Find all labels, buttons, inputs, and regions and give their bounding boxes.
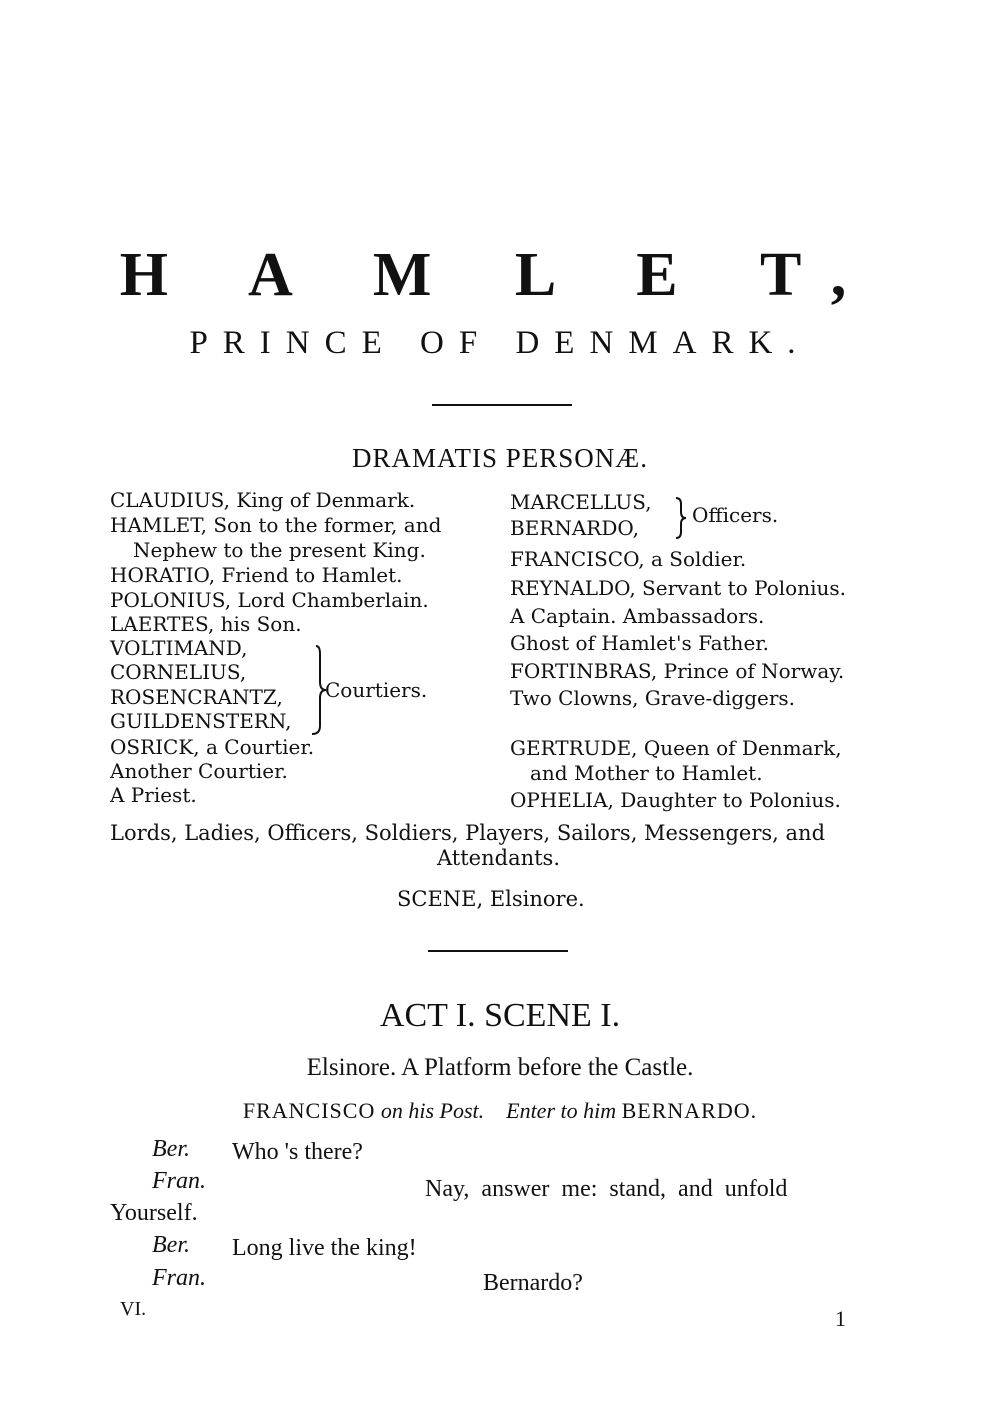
divider-middle xyxy=(428,950,568,952)
cast-others-line2: Attendants. xyxy=(437,846,561,870)
courtiers-label: Courtiers. xyxy=(325,678,428,702)
cast-francisco: FRANCISCO, a Soldier. xyxy=(510,547,747,571)
signature-mark: VI. xyxy=(120,1298,147,1320)
page-number: 1 xyxy=(835,1306,846,1331)
officers-brace-icon xyxy=(672,496,688,540)
play-title: H A M L E T, xyxy=(119,241,881,309)
line-ber-2: Long live the king! xyxy=(232,1235,417,1261)
cast-cornelius: CORNELIUS, xyxy=(110,660,247,684)
cast-gertrude-line1: GERTRUDE, Queen of Denmark, xyxy=(510,736,842,760)
cast-hamlet-line2: Nephew to the present King. xyxy=(133,538,426,562)
officers-label: Officers. xyxy=(692,503,779,527)
cast-hamlet-line1: HAMLET, Son to the former, and xyxy=(110,513,442,537)
line-fran-2: Bernardo? xyxy=(483,1270,583,1296)
stage-on-post: on his Post. xyxy=(380,1098,485,1123)
line-fran-1-cont: Yourself. xyxy=(110,1200,198,1226)
speaker-fran-1: Fran. xyxy=(152,1168,206,1194)
line-fran-1: Nay, answer me: stand, and unfold xyxy=(425,1176,788,1202)
cast-marcellus: MARCELLUS, xyxy=(510,490,652,514)
stage-enter: Enter to him xyxy=(506,1098,617,1123)
cast-another-courtier: Another Courtier. xyxy=(110,759,288,783)
dramatis-personae-heading: DRAMATIS PERSONÆ. xyxy=(351,443,649,473)
play-subtitle: PRINCE OF DENMARK. xyxy=(189,325,811,361)
cast-gertrude-line2: and Mother to Hamlet. xyxy=(530,761,763,785)
cast-polonius: POLONIUS, Lord Chamberlain. xyxy=(110,588,429,612)
cast-clowns: Two Clowns, Grave-diggers. xyxy=(510,686,796,710)
scene-location: SCENE, Elsinore. xyxy=(397,887,585,911)
cast-bernardo: BERNARDO, xyxy=(510,516,639,540)
cast-rosencrantz: ROSENCRANTZ, xyxy=(110,685,283,709)
cast-reynaldo: REYNALDO, Servant to Polonius. xyxy=(510,576,846,600)
cast-horatio: HORATIO, Friend to Hamlet. xyxy=(110,563,403,587)
cast-ghost: Ghost of Hamlet's Father. xyxy=(510,631,769,655)
cast-priest: A Priest. xyxy=(110,783,197,807)
divider-top xyxy=(432,404,572,406)
stage-bernardo: BERNARDO. xyxy=(621,1098,758,1123)
act-scene-heading: ACT I. SCENE I. xyxy=(379,997,621,1034)
speaker-ber-1: Ber. xyxy=(152,1136,190,1162)
stage-francisco: FRANCISCO xyxy=(242,1098,376,1123)
cast-claudius: CLAUDIUS, King of Denmark. xyxy=(110,488,416,512)
speaker-fran-2: Fran. xyxy=(152,1265,206,1291)
speaker-ber-2: Ber. xyxy=(152,1232,190,1258)
line-ber-1: Who 's there? xyxy=(232,1139,363,1165)
cast-laertes: LAERTES, his Son. xyxy=(110,612,302,636)
stage-direction xyxy=(0,1098,1000,1124)
cast-captain: A Captain. Ambassadors. xyxy=(510,604,765,628)
cast-guildenstern: GUILDENSTERN, xyxy=(110,709,292,733)
cast-osrick: OSRICK, a Courtier. xyxy=(110,735,315,759)
cast-others-line1: Lords, Ladies, Officers, Soldiers, Players, Sailors, Messengers, and xyxy=(110,821,826,845)
cast-voltimand: VOLTIMAND, xyxy=(110,636,248,660)
cast-ophelia: OPHELIA, Daughter to Polonius. xyxy=(510,788,841,812)
cast-fortinbras: FORTINBRAS, Prince of Norway. xyxy=(510,659,845,683)
scene-place: Elsinore. A Platform before the Castle. xyxy=(306,1054,694,1081)
